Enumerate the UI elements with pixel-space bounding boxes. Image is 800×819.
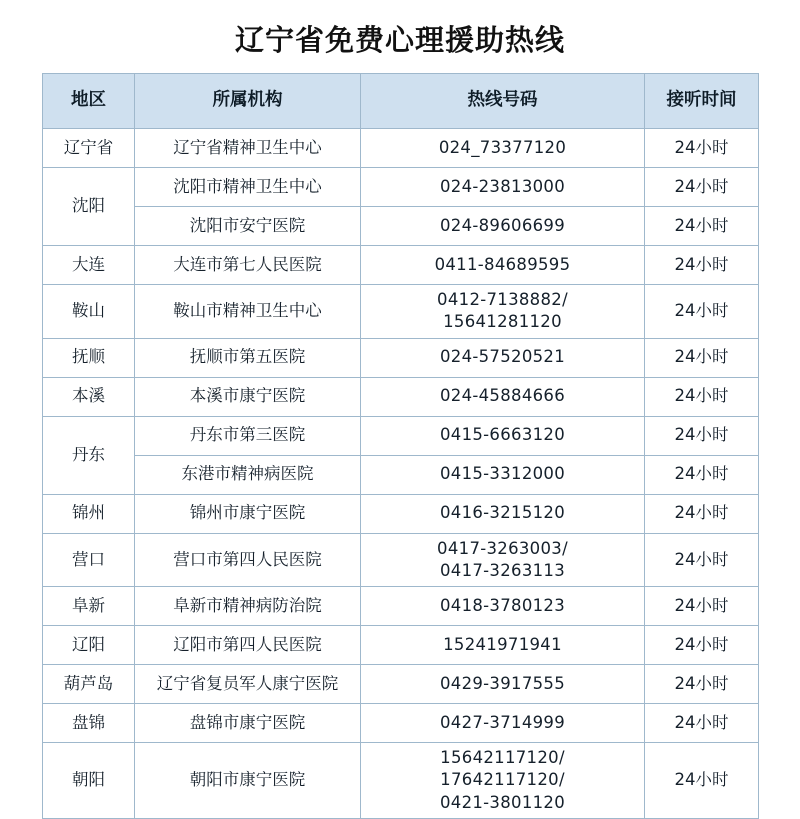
table-header <box>43 74 759 129</box>
hotline-number-line: 0417-3263113 <box>439 560 566 580</box>
hotline-number-line: 024-45884666 <box>439 386 566 406</box>
cell-hotline-number <box>361 455 645 494</box>
column-header-organization: 所属机构 <box>135 74 361 129</box>
table-row <box>43 704 759 743</box>
cell-organization: 阜新市精神病防治院 <box>135 587 361 626</box>
cell-service-hours: 24小时 <box>645 494 759 533</box>
cell-organization: 沈阳市安宁医院 <box>135 207 361 246</box>
column-header-region: 地区 <box>43 74 135 129</box>
hotline-number-line: 15641281120 <box>443 312 562 332</box>
cell-region: 本溪 <box>43 377 135 416</box>
cell-hotline-number <box>361 743 645 819</box>
cell-service-hours: 24小时 <box>645 626 759 665</box>
cell-service-hours: 24小时 <box>645 207 759 246</box>
hotline-number-line: 0411-84689595 <box>434 254 571 274</box>
cell-organization: 鞍山市精神卫生中心 <box>135 285 361 339</box>
table-row <box>43 587 759 626</box>
cell-service-hours: 24小时 <box>645 704 759 743</box>
hotline-number-line: 0412-7138882/ <box>437 290 568 309</box>
cell-region: 盘锦 <box>43 704 135 743</box>
hotline-number-line: 15241971941 <box>443 634 562 654</box>
cell-hotline-number <box>361 704 645 743</box>
table-row <box>43 494 759 533</box>
cell-organization: 朝阳市康宁医院 <box>135 743 361 819</box>
hotline-number-line: 17642117120/ <box>440 770 565 790</box>
cell-hotline-number <box>361 494 645 533</box>
table-row <box>43 455 759 494</box>
cell-region: 辽阳 <box>43 626 135 665</box>
table-row <box>43 743 759 819</box>
column-header-hotline-number: 热线号码 <box>361 74 645 129</box>
cell-hotline-number <box>361 338 645 377</box>
cell-region: 抚顺 <box>43 338 135 377</box>
cell-organization: 丹东市第三医院 <box>135 416 361 455</box>
hotline-number-line: 0421-3801120 <box>439 792 566 812</box>
cell-organization: 辽宁省复员军人康宁医院 <box>135 665 361 704</box>
hotline-number-line: 0416-3215120 <box>439 503 566 523</box>
hotline-number-line: 0415-3312000 <box>439 464 566 484</box>
table-row <box>43 377 759 416</box>
hotline-number-line: 0427-3714999 <box>439 712 566 732</box>
hotline-number-line: 024-23813000 <box>439 176 566 196</box>
table-row <box>43 338 759 377</box>
cell-service-hours: 24小时 <box>645 587 759 626</box>
cell-hotline-number <box>361 377 645 416</box>
hotline-number-line: 024-89606699 <box>439 215 566 235</box>
table-header-row <box>43 74 759 129</box>
cell-hotline-number <box>361 207 645 246</box>
cell-region: 葫芦岛 <box>43 665 135 704</box>
cell-service-hours: 24小时 <box>645 246 759 285</box>
cell-hotline-number <box>361 665 645 704</box>
cell-service-hours: 24小时 <box>645 377 759 416</box>
table-row <box>43 416 759 455</box>
table-row <box>43 533 759 587</box>
table-row <box>43 129 759 168</box>
cell-region: 锦州 <box>43 494 135 533</box>
hotline-number-line: 024-57520521 <box>439 347 566 367</box>
cell-region: 鞍山 <box>43 285 135 339</box>
hotline-number-line: 15642117120/ <box>440 748 565 768</box>
cell-service-hours: 24小时 <box>645 416 759 455</box>
cell-region: 大连 <box>43 246 135 285</box>
cell-hotline-number <box>361 129 645 168</box>
cell-hotline-number <box>361 168 645 207</box>
hotline-number-line: 0417-3263003/ <box>437 538 568 558</box>
cell-service-hours: 24小时 <box>645 665 759 704</box>
cell-hotline-number <box>361 246 645 285</box>
cell-hotline-number <box>361 285 645 339</box>
cell-organization: 锦州市康宁医院 <box>135 494 361 533</box>
cell-service-hours: 24小时 <box>645 455 759 494</box>
cell-region: 沈阳 <box>43 168 135 246</box>
table-row <box>43 246 759 285</box>
cell-region: 辽宁省 <box>43 129 135 168</box>
cell-hotline-number <box>361 587 645 626</box>
table-row <box>43 285 759 339</box>
cell-organization: 大连市第七人民医院 <box>135 246 361 285</box>
cell-service-hours: 24小时 <box>645 743 759 819</box>
cell-region: 朝阳 <box>43 743 135 819</box>
cell-organization: 辽阳市第四人民医院 <box>135 626 361 665</box>
cell-service-hours: 24小时 <box>645 338 759 377</box>
table-row <box>43 626 759 665</box>
hotline-table <box>42 73 759 819</box>
hotline-number-line: 024_73377120 <box>438 137 567 157</box>
column-header-service-hours: 接听时间 <box>645 74 759 129</box>
cell-hotline-number <box>361 626 645 665</box>
hotline-number-line: 0415-6663120 <box>439 425 566 445</box>
cell-service-hours: 24小时 <box>645 285 759 339</box>
cell-hotline-number <box>361 533 645 587</box>
hotline-number-line: 0429-3917555 <box>439 673 566 693</box>
cell-service-hours: 24小时 <box>645 533 759 587</box>
cell-organization: 辽宁省精神卫生中心 <box>135 129 361 168</box>
cell-organization: 盘锦市康宁医院 <box>135 704 361 743</box>
cell-service-hours: 24小时 <box>645 129 759 168</box>
hotline-table-wrap <box>42 73 758 819</box>
cell-organization: 东港市精神病医院 <box>135 455 361 494</box>
cell-organization: 本溪市康宁医院 <box>135 377 361 416</box>
cell-region: 阜新 <box>43 587 135 626</box>
cell-organization: 抚顺市第五医院 <box>135 338 361 377</box>
cell-region: 营口 <box>43 533 135 587</box>
table-row <box>43 207 759 246</box>
cell-service-hours: 24小时 <box>645 168 759 207</box>
table-body <box>43 129 759 819</box>
table-row <box>43 168 759 207</box>
cell-hotline-number <box>361 416 645 455</box>
cell-organization: 沈阳市精神卫生中心 <box>135 168 361 207</box>
cell-region: 丹东 <box>43 416 135 494</box>
hotline-number-line: 0418-3780123 <box>439 595 566 615</box>
cell-organization: 营口市第四人民医院 <box>135 533 361 587</box>
table-row <box>43 665 759 704</box>
page-title: 辽宁省免费心理援助热线 <box>234 23 565 57</box>
